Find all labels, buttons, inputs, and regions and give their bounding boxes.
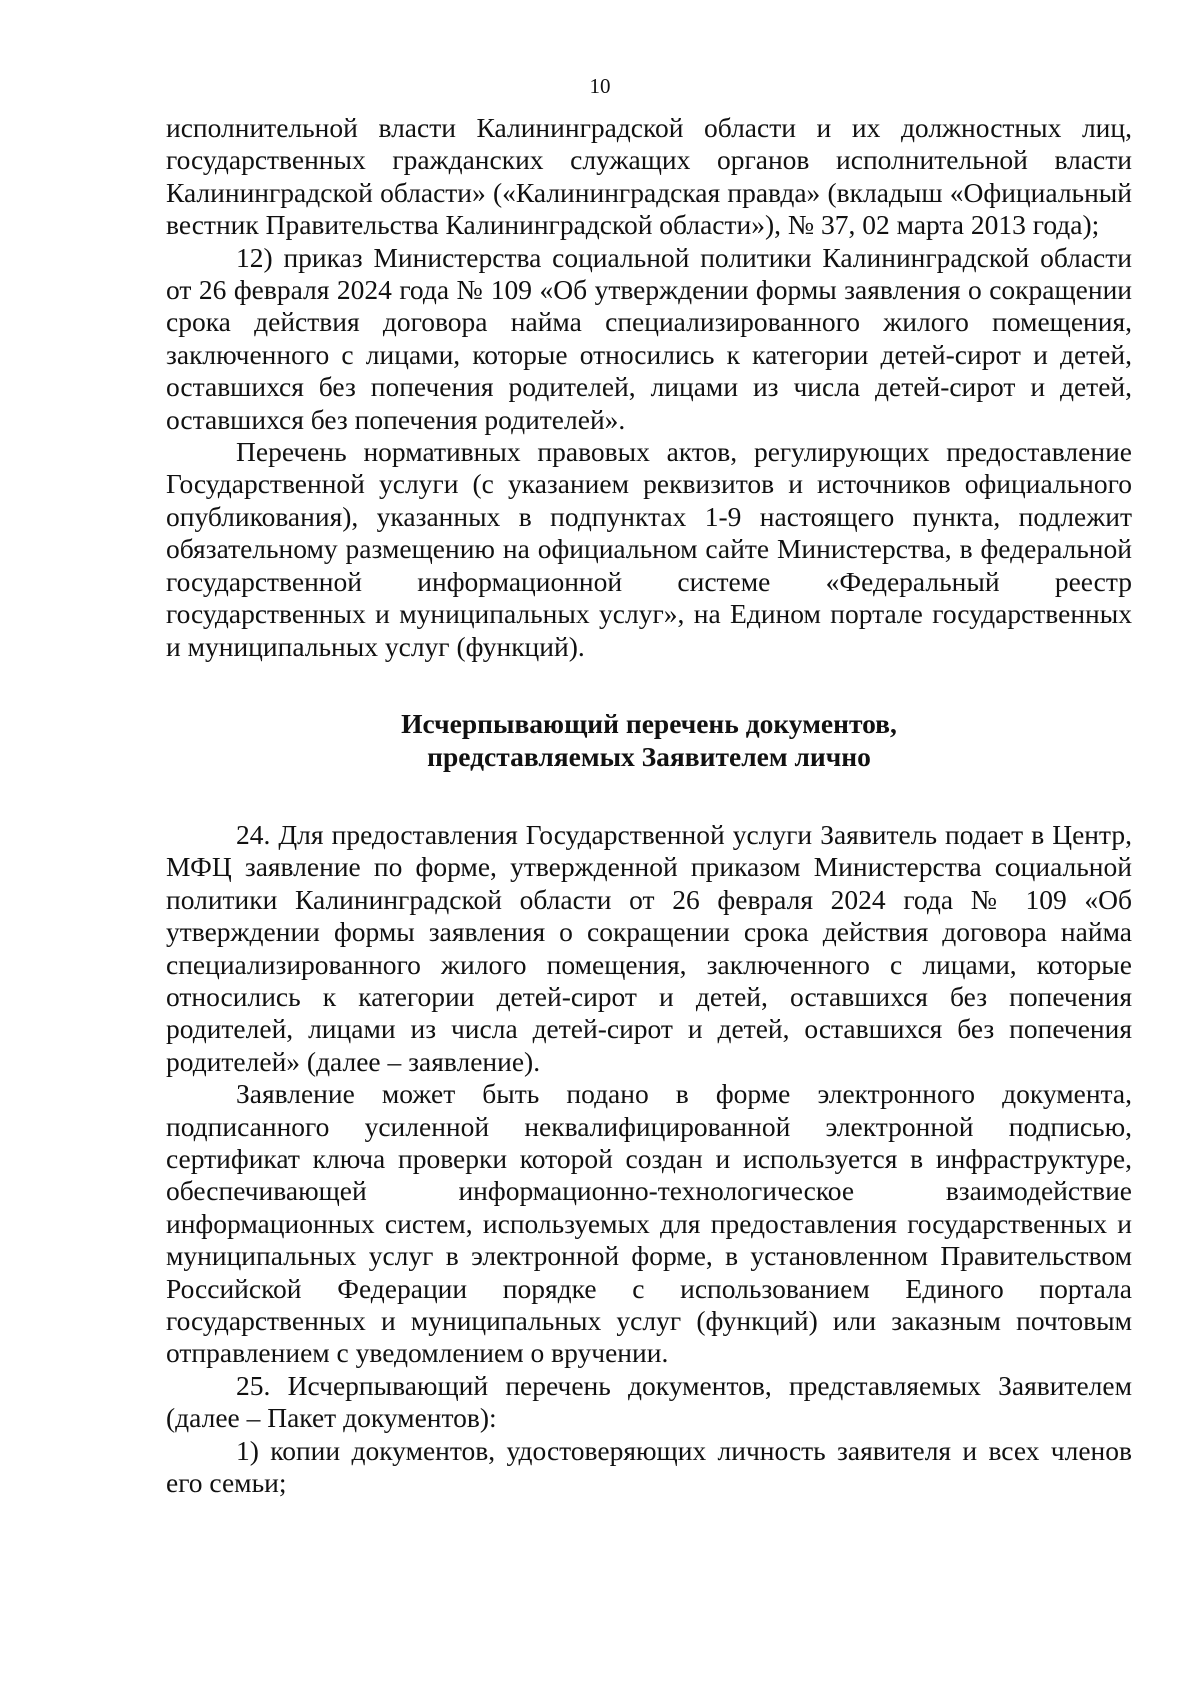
paragraph-24: 24. Для предоставления Государственной услуги Заявитель подает в Центр, МФЦ заявление по форме, утвержденной приказом Министерства социальной политики Калининградской области от 26 февраля 2024 года № 109 «Об утверждении формы заявления о сокращении срока действия договора найма специализированного жилого помещения, заключенного с лицами, которые относились к категории детей-сирот и детей, оставшихся без попечения родителей, лицами из числа детей-сирот и детей, оставшихся без попечения родителей» (далее – заявление).: [166, 818, 1132, 1077]
paragraph-continuation: исполнительной власти Калининградской области и их должностных лиц, государственных гражданских служащих органов исполнительной власти Калининградской области» («Калининградская правда» (вкладыш «Официальный вестник Правительства Калининградской области»), № 37, 02 марта 2013 года);: [166, 112, 1132, 241]
paragraph-legal-acts-list: Перечень нормативных правовых актов, регулирующих предоставление Государственной услуги (с указанием реквизитов и источников официального опубликования), указанных в подпунктах 1-9 настоящего пункта, подлежит обязательному размещению на официальном сайте Министерства, в федеральной государственной информационной системе «Федеральный реестр государственных и муниципальных услуг», на Едином портале государственных и муниципальных услуг (функций).: [166, 436, 1132, 662]
section-heading-line-2: представляемых Заявителем лично: [427, 740, 871, 772]
paragraph-25: 25. Исчерпывающий перечень документов, представляемых Заявителем (далее – Пакет документов):: [166, 1369, 1132, 1434]
section-heading: [166, 707, 1132, 773]
paragraph-item-12: 12) приказ Министерства социальной политики Калининградской области от 26 февраля 2024 года № 109 «Об утверждении формы заявления о сокращении срока действия договора найма специализированного жилого помещения, заключенного с лицами, которые относились к категории детей-сирот и детей, оставшихся без попечения родителей, лицами из числа детей-сирот и детей, оставшихся без попечения родителей».: [166, 241, 1132, 435]
paragraph-25-item-1: 1) копии документов, удостоверяющих личность заявителя и всех членов его семьи;: [166, 1434, 1132, 1499]
page-number: 10: [589, 74, 611, 98]
paragraph-electronic-submission: Заявление может быть подано в форме электронного документа, подписанного усиленной неквалифицированной электронной подписью, сертификат ключа проверки которой создан и используется в инфраструктуре, обеспечивающей информационно-технологическое взаимодействие информационных систем, используемых для предоставления государственных и муниципальных услуг в электронной форме, в установленном Правительством Российской Федерации порядке с использованием Единого портала государственных и муниципальных услуг (функций) или заказным почтовым отправлением с уведомлением о вручении.: [166, 1078, 1132, 1369]
section-heading-line-1: Исчерпывающий перечень документов,: [401, 707, 897, 739]
document-body: [166, 112, 1132, 1499]
